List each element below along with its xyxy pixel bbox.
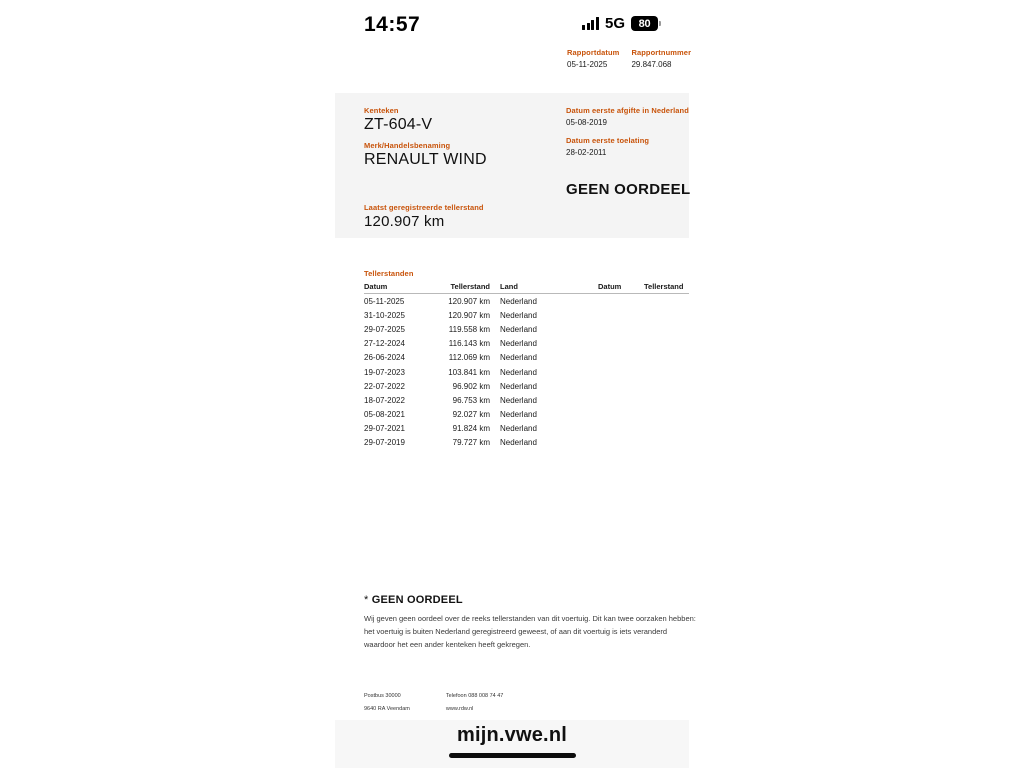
address-line-1: Postbus 30000	[364, 693, 401, 699]
cell-datum-2	[572, 365, 634, 379]
cell-land: Nederland	[500, 339, 537, 349]
cell-datum: 29-07-2019	[364, 438, 405, 448]
report-number-field	[631, 48, 691, 69]
cell-tellerstand: 79.727 km	[452, 438, 490, 448]
cell-tellerstand-2	[634, 322, 689, 336]
cell-datum: 29-07-2021	[364, 424, 405, 434]
cell-land: Nederland	[500, 296, 537, 306]
cell-datum-2	[572, 408, 634, 422]
table-row	[364, 436, 689, 450]
network-type-label: 5G	[604, 15, 625, 32]
odometer-table-section	[364, 269, 689, 450]
cell-tellerstand: 96.902 km	[452, 381, 490, 391]
cell-tellerstand: 120.907 km	[448, 310, 490, 320]
cell-tellerstand-2	[634, 337, 689, 351]
cell-tellerstand-2	[634, 365, 689, 379]
cell-land: Nederland	[500, 324, 537, 334]
cell-tellerstand: 112.069 km	[448, 353, 490, 363]
report-number-label: Rapportnummer	[631, 48, 692, 57]
vehicle-summary-panel	[335, 93, 689, 238]
first-admission-value: 28-02-2011	[566, 148, 607, 157]
table-row	[364, 322, 689, 336]
battery-cap	[659, 21, 661, 26]
cell-datum-2	[572, 379, 634, 393]
vehicle-identity-group	[364, 106, 487, 176]
first-issue-value: 05-08-2019	[566, 118, 607, 127]
cell-datum: 05-08-2021	[364, 410, 405, 420]
report-number-value: 29.847.068	[631, 60, 672, 69]
cell-tellerstand-2	[634, 379, 689, 393]
footnote-body: Wij geven geen oordeel over de reeks tellerstanden van dit voertuig. Dit kan twee oorzaken hebben: het voertuig is buiten Nederland geregistreerd geweest, of aan dit voertuig is iets veranderd waardoor het een ander kenteken heeft gekregen.	[364, 614, 696, 650]
cell-tellerstand: 92.027 km	[452, 410, 490, 420]
cell-land: Nederland	[500, 424, 537, 434]
address-line-2: 9640 RA Veendam	[364, 706, 410, 713]
report-header	[567, 48, 697, 69]
make-label: Merk/Handelsbenaming	[364, 141, 451, 150]
footnote-section	[364, 594, 694, 651]
table-row	[364, 393, 689, 407]
document-column	[335, 0, 696, 768]
cell-tellerstand-2	[634, 393, 689, 407]
cell-datum-2	[572, 436, 634, 450]
table-row	[364, 308, 689, 322]
first-admission-label: Datum eerste toelating	[566, 136, 650, 145]
cell-datum: 29-07-2025	[364, 324, 405, 334]
address-website[interactable]: www.rdw.nl	[445, 706, 474, 713]
cell-datum: 26-06-2024	[364, 353, 405, 363]
cell-tellerstand-2	[634, 408, 689, 422]
table-row	[364, 294, 689, 309]
cell-datum-2	[572, 422, 634, 436]
cell-land: Nederland	[500, 395, 537, 405]
odometer-table	[364, 282, 689, 450]
cell-tellerstand: 120.907 km	[448, 296, 490, 306]
cell-land: Nederland	[500, 353, 537, 363]
table-header-row	[364, 282, 689, 294]
cell-land: Nederland	[500, 310, 537, 320]
cell-tellerstand-2	[634, 294, 689, 309]
cell-land: Nederland	[500, 367, 537, 377]
cell-datum: 27-12-2024	[364, 339, 405, 349]
vehicle-dates-group	[566, 106, 689, 166]
cell-land: Nederland	[500, 381, 537, 391]
cell-datum-2	[572, 393, 634, 407]
cell-datum: 31-10-2025	[364, 310, 405, 320]
cell-datum: 05-11-2025	[364, 296, 405, 306]
cell-tellerstand-2	[634, 422, 689, 436]
report-date-field	[567, 48, 619, 69]
address-contact-group	[446, 690, 504, 716]
plate-value: ZT-604-V	[364, 116, 433, 133]
make-value: RENAULT WIND	[364, 151, 487, 168]
last-odometer-label: Laatst geregistreerde tellerstand	[364, 203, 484, 212]
home-indicator[interactable]	[449, 753, 576, 758]
cell-tellerstand-2	[634, 351, 689, 365]
table-row	[364, 337, 689, 351]
cell-tellerstand: 119.558 km	[448, 324, 490, 334]
address-footer	[364, 690, 503, 716]
address-phone: Telefoon 088 008 74 47	[445, 693, 504, 699]
col-datum-2: Datum	[572, 282, 634, 294]
col-tellerstand-2: Tellerstand	[634, 282, 689, 294]
cell-datum-2	[572, 351, 634, 365]
col-datum: Datum	[364, 282, 436, 294]
status-time: 14:57	[364, 13, 421, 36]
first-issue-label: Datum eerste afgifte in Nederland	[566, 106, 689, 115]
status-indicators	[582, 16, 661, 31]
footnote-title: GEEN OORDEEL	[371, 594, 463, 606]
last-odometer-group	[364, 203, 484, 230]
table-row	[364, 365, 689, 379]
status-bar	[335, 0, 689, 53]
col-land: Land	[500, 282, 572, 294]
cell-datum-2	[572, 294, 634, 309]
cell-datum: 22-07-2022	[364, 381, 405, 391]
address-postal-group	[364, 690, 410, 716]
cell-land: Nederland	[500, 410, 537, 420]
odometer-table-title: Tellerstanden	[364, 269, 414, 278]
cell-tellerstand-2	[634, 436, 689, 450]
battery-icon	[631, 16, 661, 31]
cell-tellerstand: 103.841 km	[448, 367, 490, 377]
table-row	[364, 351, 689, 365]
brand-label: mijn.vwe.nl	[456, 724, 567, 746]
report-date-label: Rapportdatum	[567, 48, 620, 57]
plate-label: Kenteken	[364, 106, 399, 115]
signal-bars-icon	[582, 17, 599, 30]
cell-datum-2	[572, 322, 634, 336]
table-row	[364, 408, 689, 422]
table-body	[364, 294, 689, 451]
cell-datum-2	[572, 337, 634, 351]
cell-datum-2	[572, 308, 634, 322]
table-row	[364, 422, 689, 436]
footnote-title-row	[364, 594, 694, 606]
last-odometer-value: 120.907 km	[364, 213, 445, 230]
cell-tellerstand: 96.753 km	[452, 395, 490, 405]
verdict-badge: GEEN OORDEEL	[566, 181, 691, 198]
cell-datum: 18-07-2022	[364, 395, 405, 405]
cell-tellerstand-2	[634, 308, 689, 322]
cell-tellerstand: 91.824 km	[452, 424, 490, 434]
report-date-value: 05-11-2025	[567, 60, 608, 69]
col-tellerstand: Tellerstand	[436, 282, 500, 294]
cell-land: Nederland	[500, 438, 537, 448]
cell-datum: 19-07-2023	[364, 367, 405, 377]
table-row	[364, 379, 689, 393]
battery-level-label: 80	[631, 16, 658, 31]
cell-tellerstand: 116.143 km	[448, 339, 490, 349]
footnote-star: *	[364, 594, 369, 606]
